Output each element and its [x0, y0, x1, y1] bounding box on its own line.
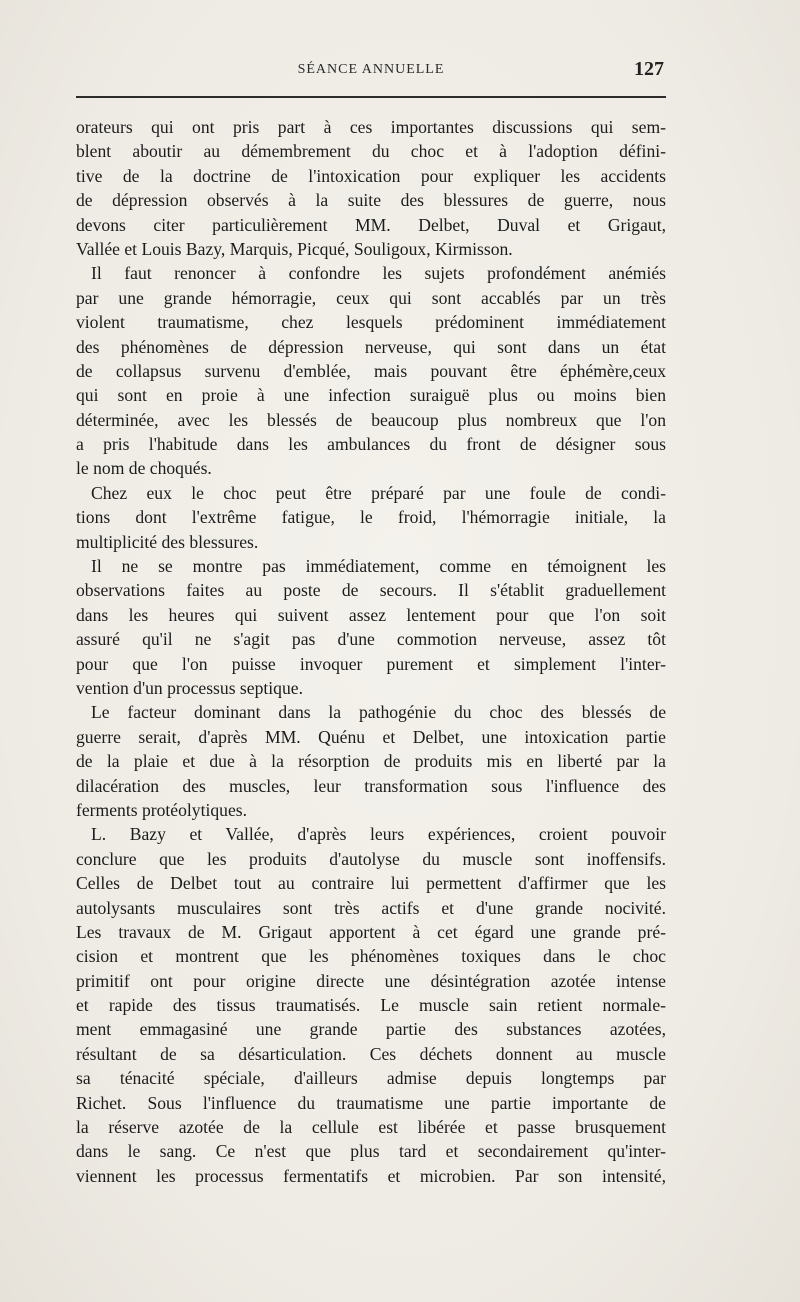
- text-line: Celles de Delbet tout au contraire lui permettent d'affirmer que les: [76, 873, 666, 894]
- text-line: tions dont l'extrême fatigue, le froid, l'hémorragie initiale, la: [76, 507, 666, 528]
- text-line: et rapide des tissus traumatisés. Le muscle sain retient normale-: [76, 995, 666, 1016]
- text-line: violent traumatisme, chez lesquels prédominent immédiatement: [76, 312, 666, 333]
- text-line: de dépression observés à la suite des blessures de guerre, nous: [76, 190, 666, 211]
- text-line: Vallée et Louis Bazy, Marquis, Picqué, Souligoux, Kirmisson.: [76, 238, 513, 259]
- text-line: Les travaux de M. Grigaut apportent à cet égard une grande pré-: [76, 921, 666, 942]
- text-line: dilacération des muscles, leur transformation sous l'influence des: [76, 775, 666, 796]
- text-line: Il faut renoncer à confondre les sujets profondément anémiés: [91, 263, 666, 284]
- text-line: viennent les processus fermentatifs et microbien. Par son intensité,: [76, 1165, 666, 1186]
- text-line: ferments protéolytiques.: [76, 799, 248, 820]
- text-line: dans le sang. Ce n'est que plus tard et secondairement qu'inter-: [76, 1141, 666, 1162]
- text-line: guerre serait, d'après MM. Quénu et Delbet, une intoxication partie: [76, 726, 666, 747]
- text-line: le nom de choqués.: [76, 458, 212, 479]
- text-line: orateurs qui ont pris part à ces importantes discussions qui sem-: [76, 117, 666, 137]
- header-rule: [76, 96, 666, 98]
- text-line: devons citer particulièrement MM. Delbet, Duval et Grigaut,: [76, 214, 666, 235]
- text-line: multiplicité des blessures.: [76, 531, 259, 552]
- text-line: cision et montrent que les phénomènes toxiques dans le choc: [76, 946, 666, 967]
- text-line: tive de la doctrine de l'intoxication pour expliquer les accidents: [76, 165, 666, 186]
- text-line: autolysants musculaires sont très actifs et d'une grande nocivité.: [76, 897, 666, 918]
- body-text: [76, 115, 666, 1188]
- text-line: pour que l'on puisse invoquer purement et simplement l'inter-: [76, 653, 666, 674]
- text-line: a pris l'habitude dans les ambulances du front de désigner sous: [76, 434, 666, 455]
- text-line: la réserve azotée de la cellule est libérée et passe brusquement: [76, 1117, 666, 1138]
- text-line: primitif ont pour origine directe une désintégration azotée intense: [76, 970, 666, 991]
- text-line: L. Bazy et Vallée, d'après leurs expériences, croient pouvoir: [91, 824, 666, 845]
- text-line: sa ténacité spéciale, d'ailleurs admise depuis longtemps par: [76, 1068, 666, 1089]
- text-line: Richet. Sous l'influence du traumatisme une partie importante de: [76, 1092, 666, 1113]
- text-line: Chez eux le choc peut être préparé par une foule de condi-: [91, 482, 666, 503]
- text-line: vention d'un processus septique.: [76, 677, 303, 698]
- text-line: résultant de sa désarticulation. Ces déchets donnent au muscle: [76, 1043, 666, 1064]
- text-line: déterminée, avec les blessés de beaucoup plus nombreux que l'on: [76, 409, 666, 430]
- text-line: qui sont en proie à une infection suraiguë plus ou moins bien: [76, 385, 666, 406]
- text-line: Le facteur dominant dans la pathogénie du choc des blessés de: [91, 702, 666, 723]
- text-line: blent aboutir au démembrement du choc et à l'adoption défini-: [76, 141, 666, 162]
- text-line: dans les heures qui suivent assez lentement pour que l'on soit: [76, 604, 666, 625]
- text-line: des phénomènes de dépression nerveuse, qui sont dans un état: [76, 336, 666, 357]
- text-line: ment emmagasiné une grande partie des substances azotées,: [76, 1019, 666, 1040]
- text-line: de collapsus survenu d'emblée, mais pouvant être éphémère,ceux: [76, 360, 666, 381]
- running-title: SÉANCE ANNUELLE: [297, 62, 445, 77]
- text-line: par une grande hémorragie, ceux qui sont accablés par un très: [76, 287, 666, 308]
- page-number: 127: [634, 58, 664, 80]
- page-header: [76, 58, 666, 88]
- text-line: conclure que les produits d'autolyse du muscle sont inoffensifs.: [76, 848, 666, 869]
- text-line: observations faites au poste de secours. Il s'établit graduellement: [76, 580, 666, 601]
- text-line: assuré qu'il ne s'agit pas d'une commotion nerveuse, assez tôt: [76, 629, 666, 650]
- text-line: de la plaie et due à la résorption de produits mis en liberté par la: [76, 751, 666, 772]
- text-line: Il ne se montre pas immédiatement, comme en témoignent les: [91, 556, 666, 577]
